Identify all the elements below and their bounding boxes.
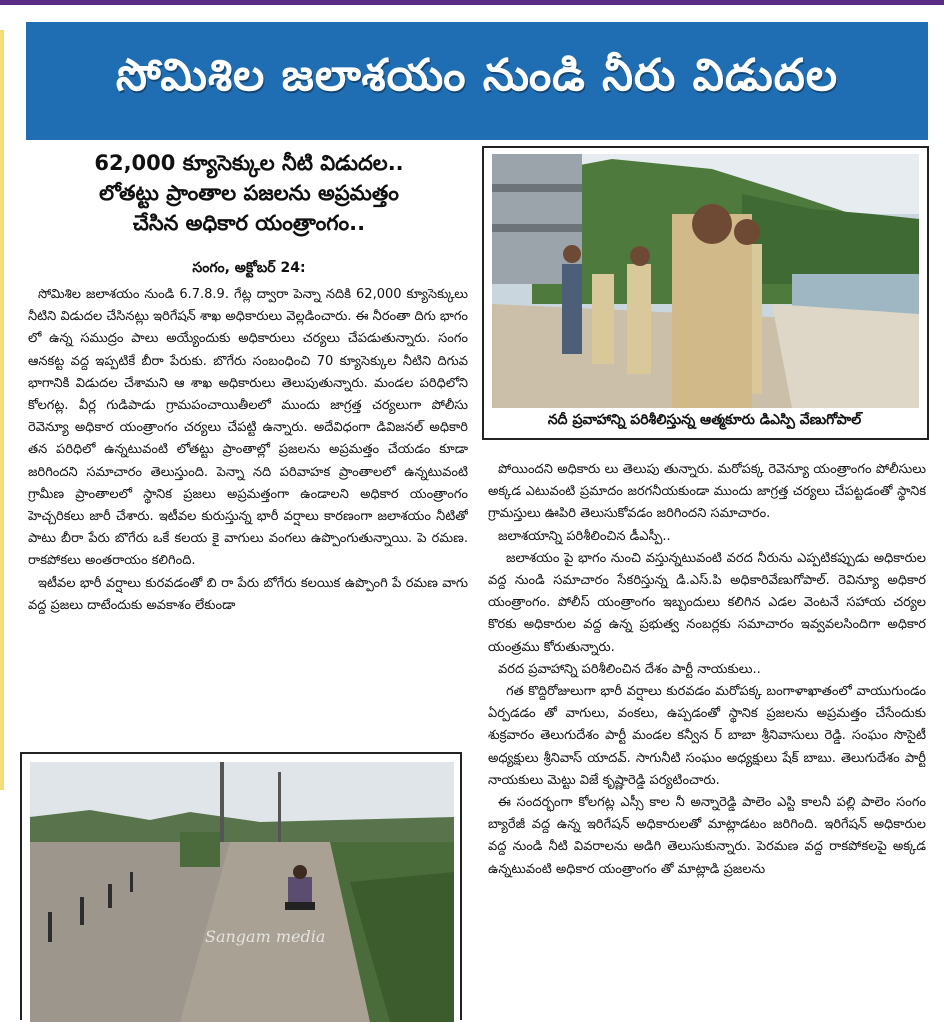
headline-line-1: 62,000 క్యూసెక్కుల నీటి విడుదల.. [94,151,404,175]
flood-photo-frame [20,752,462,1020]
top-accent-bar [0,0,944,5]
paragraph: జలాశయం పై భాగం నుంచి వస్తున్నటువంటి వరద నీరును ఎప్పటికప్పుడు అధికారుల వద్ద నుండి సమాచారం సేకరిస్తున్న డి.ఎస్.పి అధికారివేణుగోపాల్. రెవిన్యూ అధికార యంత్రాంగం. పోలీస్ యంత్రాంగం ఇబ్బందులు కలిగిన ఎడల వెంటనే సహాయ చర్యల కొరకు అధికారుల వద్ద ఉన్న ప్రభుత్వ నంబర్లకు సమాచారం ఇవ్వవలసిందిగా అధికార యంత్రము కోరుతున్నారు. [488,550,926,655]
dateline: సంగం, అక్టోబర్ 24: [192,260,306,276]
headline-line-2: లోతట్టు ప్రాంతాల పజలను అప్రమత్తం [99,181,399,205]
headline-line-3: చేసిన అధికార యంత్రాంగం.. [132,211,366,235]
paragraph: సోమిశిల జలాశయం నుండి 6.7.8.9. గేట్ల ద్వారా పెన్నా నదికి 62,000 క్యూసెక్కులు నీటిని విడుదల చేసినట్లు ఇరిగేషన్ శాఖ అధికారులు వెల్లడించారు. ఈ నీరంతా దిగు భాగం లో ఉన్న సముద్రం పాలు అయ్యేందుకు అధికారులు చర్యలు చేపడుతున్నారు. సంగం ఆనకట్ట వద్ద ఇప్పటికే బీరా పేరుకు. బొగేరు సంబంధించి 70 క్యూసెక్కుల నీటిని దిగువ భాగానికి విడుదల చేశామని ఆ శాఖ అధికారులు తెలుపుతున్నారు. మండల పరిధిలోని కోలగట్ల. వీర్ల గుడిపాడు గ్రామపంచాయితీలలో ముందు జాగ్రత్త చర్యలుగా పోలీసు రెవెన్యూ అధికార యంత్రాంగం చర్యలు చేపట్టి ఉన్నారు. అదేవిధంగా డివిజనల్ అధికారి తన పరిధిలో ఉన్నటువంటి లోతట్టు ప్రాంతాల్లో ప్రజలను అప్రమత్తం చేయడం కూడా జరిగిందని సమాచారం తెలుస్తుంది. పెన్నా నది పరివాహక ప్రాంతాలలో ఉన్నటువంటి గ్రామీణ ప్రాంతాలలో స్థానిక ప్రజలు అప్రమత్తంగా ఉండాలని అధికార యంత్రాంగం హెచ్చరికలు జారీ చేశారు. ఇటీవల కురుస్తున్న భారీ వర్షాలు కారణంగా జలాశయం నీటితో పాటు బీరా పేరు బొగేరు ఒకే కలయ కై వాగులు వంగలు ఉప్పొంగుతున్నాయి. పె రమణ. రాకపోకలు అంతరాయం కలిగింది. [28,287,468,569]
dsp-photo-frame [482,146,929,440]
photo-watermark: Sangam media [205,927,326,946]
subheading: జలాశయాన్ని పరిశీలించిన డీఎస్పీ.. [498,528,671,544]
paragraph: ఈ సందర్భంగా కోలగట్ల ఎస్సీ కాల నీ అన్నారెడ్డి పాలెం ఎస్టి కాలనీ పల్లి పాలెం సంగం బ్యారేజీ వద్ద ఉన్న ఇరిగేషన్ అధికారులతో మాట్లాడటం జరిగింది. ఇరిగేషన్ అధికారుల వద్ద నుండి నీటి వివరాలను అడిగి తెలుసుకున్నారు. పెరమణ వద్ద రాకపోకలపై అక్కడ ఉన్నటువంటి అధికార యంత్రాంగం తో మాట్లాడి ప్రజలను [488,795,926,877]
dam-inspection-photo [492,154,919,408]
page-edge-strip [0,30,4,790]
article-headline [28,148,470,238]
photo-caption: నదీ ప్రవాహాన్ని పరిశీలిస్తున్న ఆత్మకూరు డిఎస్పి వేణుగోపాల్ [547,412,862,428]
subheading: వరద ప్రవాహాన్ని పరిశీలించిన దేశం పార్టీ నాయకులు.. [498,661,761,677]
left-column-body [28,284,468,734]
paragraph: పోయిందని అధికారు లు తెలుపు తున్నారు. మరోపక్క రెవెన్యూ యంత్రాంగం పోలీసులు అక్కడ ఎటువంటి ప్రమాదం జరగనీయకుండా ముందు జాగ్రత్త చర్యలు చేపట్టడంతో స్థానిక గ్రామస్తులు ఊపిరి తెలుసుకోవడం జరిగిందని సమాచారం. [488,462,926,522]
banner-headline: సోమిశిల జలాశయం నుండి నీరు విడుదల [26,22,928,140]
paragraph: ఇటీవల భారీ వర్షాలు కురవడంతో బి రా పేరు బోగేరు కలయిక ఉప్పొంగి పే రమణ వాగు వద్ద ప్రజలు దాటేందుకు అవకాశం లేకుండా [28,575,468,613]
right-column-body [488,459,926,1020]
paragraph: గత కొద్దిరోజులుగా భారీ వర్షాలు కురవడం మరోపక్క బంగాళాఖాతంలో వాయుగుండం ఏర్పడడం తో వాగులు, వంకలు, ఉప్పడంతో స్థానిక ప్రజలను అప్రమత్తం చేసేందుకు శుక్రవారం తెలుగుదేశం పార్టీ మండల కన్వీన ర్ బాబా శ్రీనివాసులు రెడ్డి. సంఘం సొసైటీ అధ్యక్షులు శ్రీనివాస్ యాదవ్. సాగునీటి సంఘం అధ్యక్షులు షేక్ బాబు. తెలుగుదేశం పార్టీ నాయకులు మెట్టు విజే కృష్ణారెడ్డి పర్యటించారు. [488,684,926,788]
flooded-road-photo [30,762,454,1022]
